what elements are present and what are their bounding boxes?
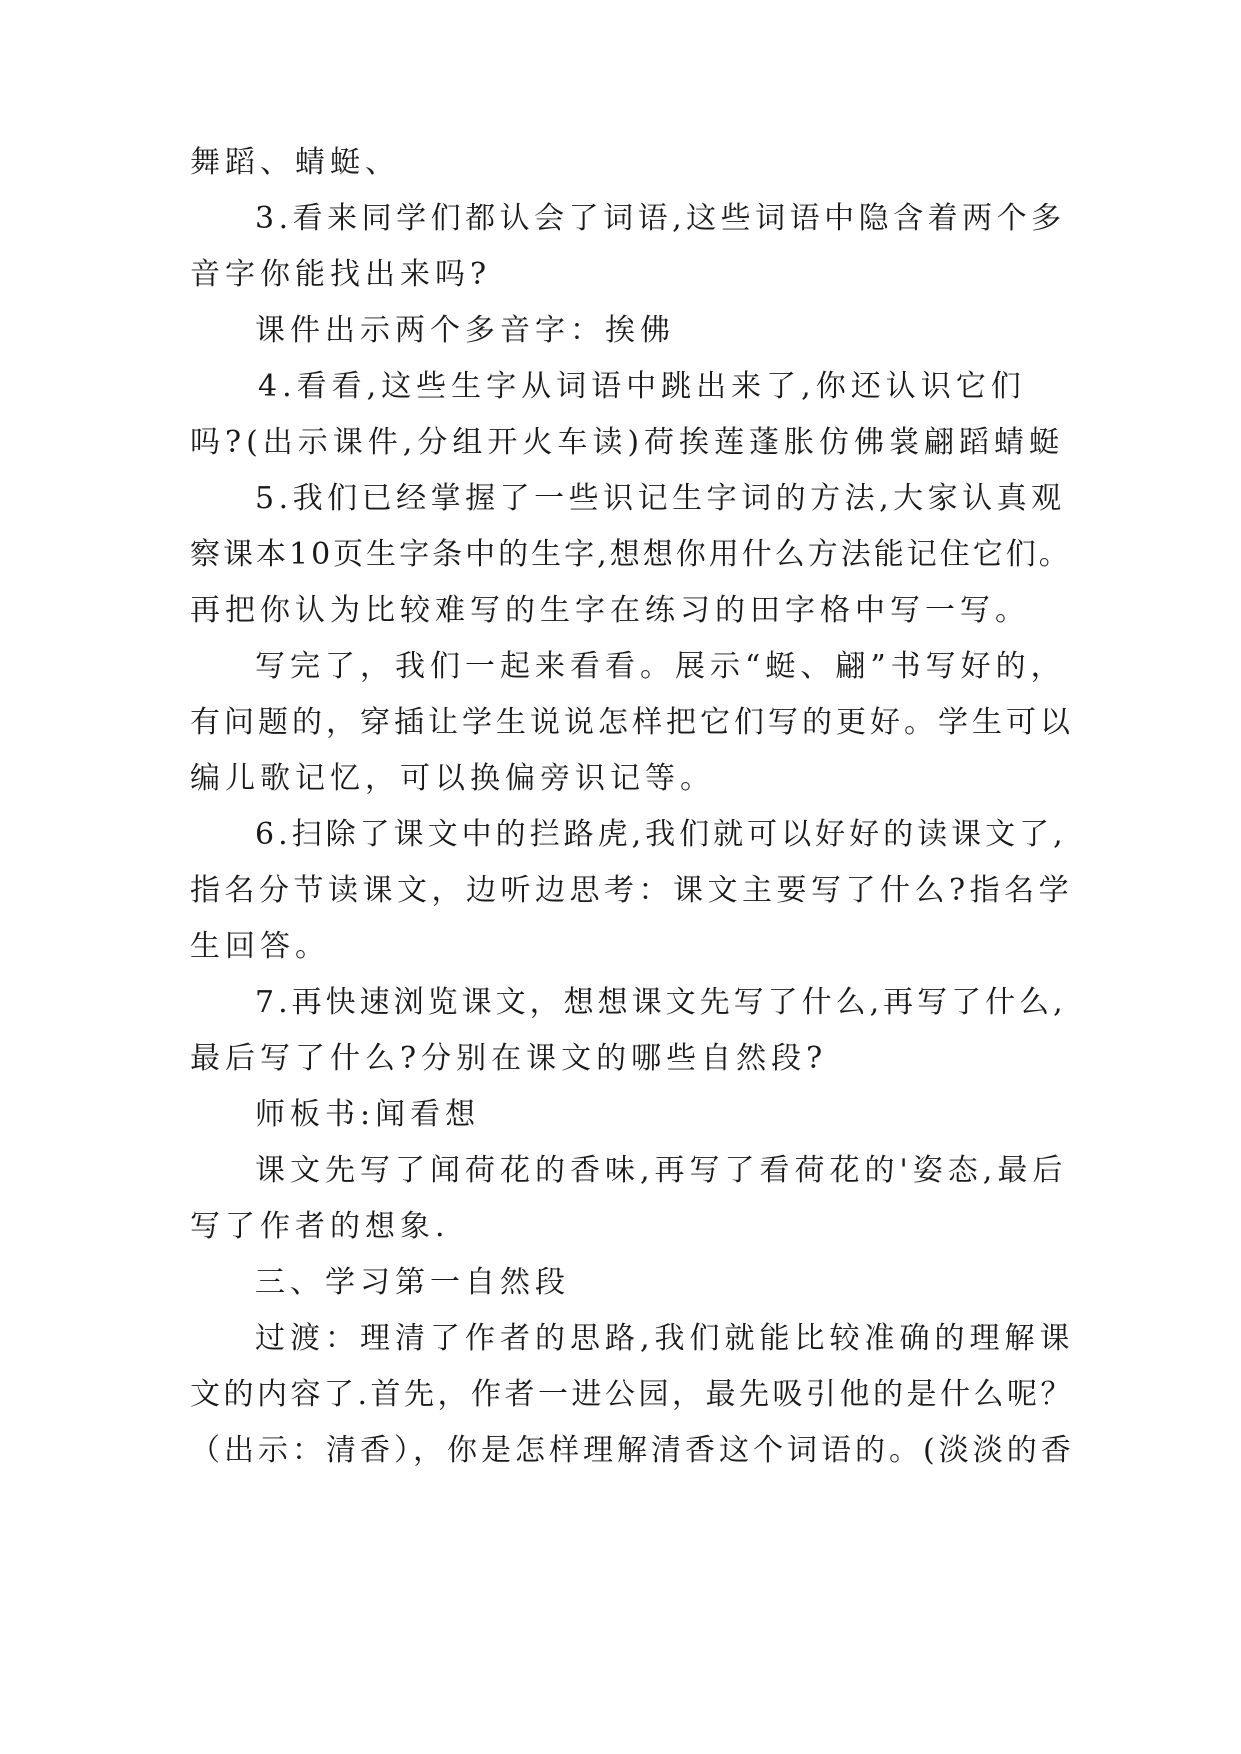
paragraph-line: 舞蹈、蜻蜓、 — [190, 145, 400, 180]
paragraph-line: 编儿歌记忆，可以换偏旁识记等。 — [190, 761, 715, 796]
paragraph-line: 生回答。 — [190, 929, 330, 964]
paragraph-line: 5.我们已经掌握了一些识记生字词的方法,大家认真观 — [255, 481, 1066, 516]
paragraph-line: 察课本10页生字条中的生字,想想你用什么方法能记住它们。 — [190, 537, 1072, 572]
paragraph-line: 7.再快速浏览课文，想想课文先写了什么,再写了什么, — [255, 985, 1067, 1020]
paragraph-line: 最后写了什么?分别在课文的哪些自然段? — [190, 1041, 828, 1076]
paragraph-line: （出示：清香），你是怎样理解清香这个词语的。(淡淡的香 — [190, 1433, 1075, 1468]
paragraph-line: 有问题的，穿插让学生说说怎样把它们写的更好。学生可以 — [190, 705, 1074, 740]
paragraph-line: 课文先写了闻荷花的香味,再写了看荷花的'姿态,最后 — [255, 1153, 1068, 1188]
paragraph-line: 师板书:闻看想 — [255, 1097, 481, 1132]
paragraph-line: 写完了，我们一起来看看。展示“蜓、翩”书写好的， — [255, 649, 1066, 684]
paragraph-line: 三、学习第一自然段 — [255, 1265, 570, 1300]
paragraph-line: 指名分节读课文，边听边思考：课文主要写了什么?指名学 — [190, 873, 1074, 908]
paragraph-line: 再把你认为比较难写的生字在练习的田字格中写一写。 — [190, 593, 1030, 628]
paragraph-line: 吗?(出示课件,分组开火车读)荷挨莲蓬胀仿佛裳翩蹈蜻蜓 — [190, 425, 1065, 460]
paragraph-line: 3.看来同学们都认会了词语,这些词语中隐含着两个多 — [255, 201, 1066, 236]
paragraph-line: 音字你能找出来吗? — [190, 257, 492, 292]
paragraph-line: 课件出示两个多音字：挨佛 — [255, 313, 675, 348]
paragraph-line: 6.扫除了课文中的拦路虎,我们就可以好好的读课文了, — [255, 817, 1067, 852]
paragraph-line: 文的内容了.首先，作者一进公园，最先吸引他的是什么呢？ — [190, 1377, 1075, 1412]
paragraph-line: 过渡：理清了作者的思路,我们就能比较准确的理解课 — [255, 1321, 1075, 1356]
paragraph-line: 写了作者的想象. — [190, 1209, 450, 1244]
paragraph-line: 4.看看,这些生字从词语中跳出来了,你还认识它们 — [258, 369, 1026, 404]
